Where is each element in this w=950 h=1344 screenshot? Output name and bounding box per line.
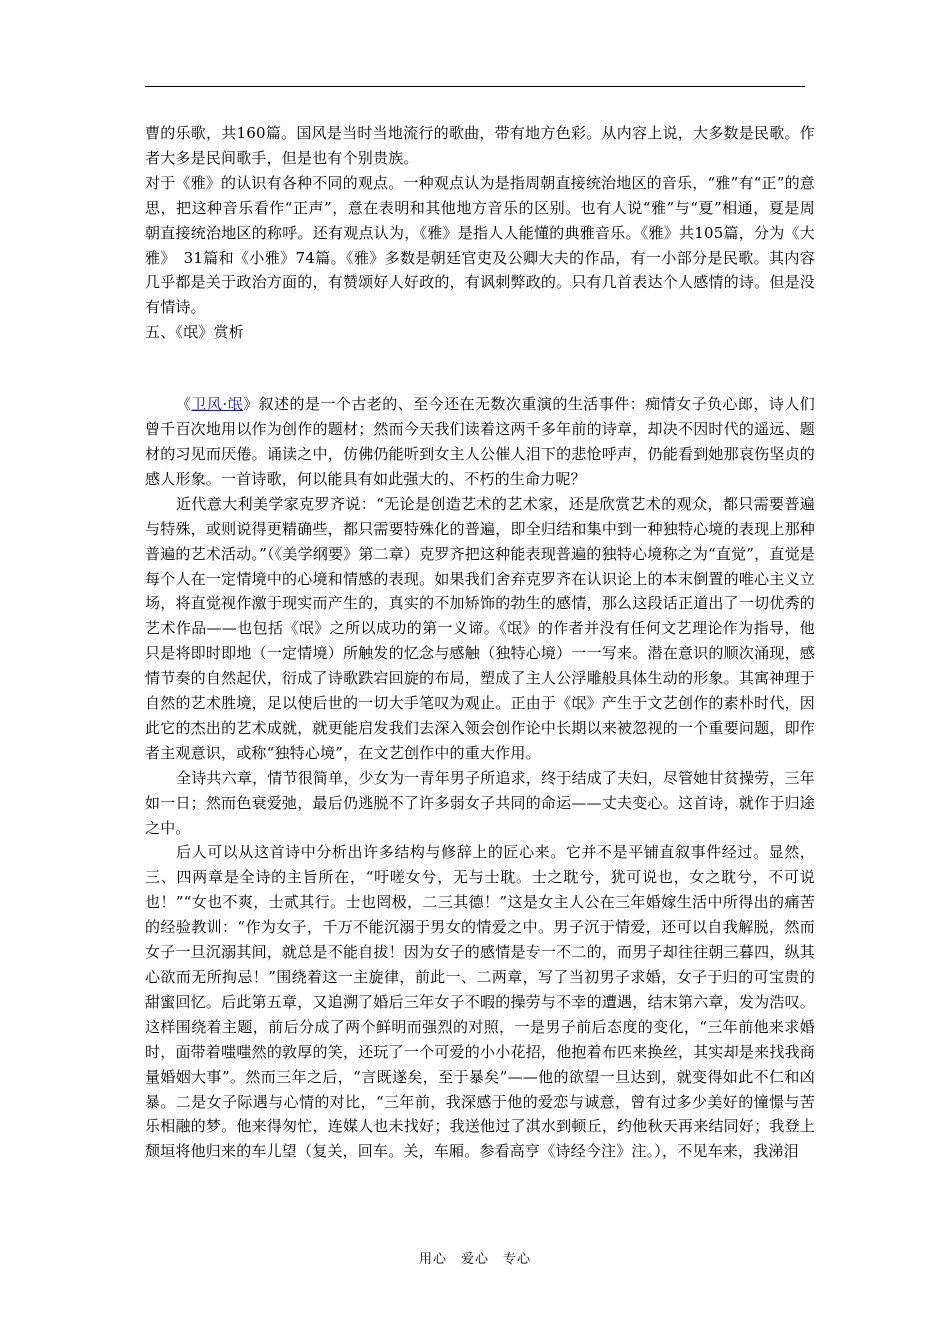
- intro-paragraph-1: 曹的乐歌，共160篇。国风是当时当地流行的歌曲，带有地方色彩。从内容上说，大多数是民歌。作者大多是民间歌手，但是也有个别贵族。: [145, 124, 815, 167]
- header-rule: [145, 86, 805, 87]
- analysis-paragraph-2: 近代意大利美学家克罗齐说：“无论是创造艺术的艺术家，还是欣赏艺术的观众，都只需要普遍与特殊，或则说得更精确些，都只需要特殊化的普遍，即全归结和集中到一种独特心境的表现上那种普遍的艺术活动。”（《美学纲要》第二章）克罗齐把这种能表现普遍的独特心境称之为“直觉”，直觉是每个人在一定情境中的心境和情感的表现。如果我们舍弃克罗齐在认识论上的本末倒置的唯心主义立场，将直觉视作激于现实而产生的，真实的不加矫饰的勃生的感情，那么这段话正道出了一切优秀的艺术作品——也包括《氓》之所以成功的第一义谛。《氓》的作者并没有任何文艺理论作为指导，他只是将即时即地（一定情境）所触发的忆念与感触（独特心境）一一写来。潜在意识的顺次涌现，感情节奏的自然起伏，衍成了诗歌跌宕回旋的布局，塑成了主人公浮雕般具体生动的形象。其寓神理于自然的艺术胜境，足以使后世的一切大手笔叹为观止。正由于《氓》产生于文艺创作的素朴时代，因此它的杰出的艺术成就，就更能启发我们去深入领会创作论中长期以来被忽视的一个重要问题，即作者主观意识，或称“独特心境”，在文艺创作中的重大作用。: [145, 494, 815, 762]
- intro-paragraph-2: 对于《雅》的认识有各种不同的观点。一种观点认为是指周朝直接统治地区的音乐，“雅”有“正”的意思，把这种音乐看作“正声”，意在表明和其他地方音乐的区别。也有人说“雅”与“夏”相通，夏是周朝直接统治地区的称呼。还有观点认为，《雅》是指人人能懂的典雅音乐。《雅》共105篇，分为《大雅》 31篇和《小雅》74篇。《雅》多数是朝廷官吏及公卿大夫的作品，有一小部分是民歌。其内容几乎都是关于政治方面的，有赞颂好人好政的，有讽刺弊政的。只有几首表达个人感情的诗。但是没有情诗。: [145, 173, 815, 317]
- section-spacer: [145, 345, 815, 392]
- section-heading: 五、《氓》赏析: [145, 323, 244, 342]
- page-footer: 用心 爱心 专心: [418, 1252, 531, 1267]
- poem-title-link[interactable]: 卫风·氓: [191, 395, 244, 414]
- analysis-paragraph-1: [145, 392, 815, 492]
- analysis-paragraph-4: 后人可以从这首诗中分析出许多结构与修辞上的匠心来。它并不是平铺直叙事件经过。显然，三、四两章是全诗的主旨所在，“吁嗟女兮，无与士耽。士之耽兮，犹可说也，女之耽兮，不可说也！”“女也不爽，士贰其行。士也罔极，二三其德！”这是女主人公在三年婚嫁生活中所得出的痛苦的经验教训：“作为女子，千万不能沉溺于男女的情爱之中。男子沉于情爱，还可以自我解脱，然而女子一旦沉溺其间，就总是不能自拔！因为女子的感情是专一不二的，而男子却往往朝三暮四，纵其心欲而无所拘忌！”围绕着这一主旋律，前此一、二两章，写了当初男子求婚，女子于归的可宝贵的甜蜜回忆。后此第五章，又追溯了婚后三年女子不暇的操劳与不幸的遭遇，结末第六章，发为浩叹。这样围绕着主题，前后分成了两个鲜明而强烈的对照，一是男子前后态度的变化，“三年前他来求婚时，面带着嗤嗤然的敦厚的笑，还玩了一个可爱的小小花招，他抱着布匹来换丝，其实却是来找我商量婚姻大事”。然而三年之后，“言既遂矣，至于暴矣”——他的欲望一旦达到，就变得如此不仁和凶暴。二是女子际遇与心情的对比，“三年前，我深感于他的爱恋与诚意，曾有过多少美好的憧憬与苦乐相融的梦。他来得匆忙，连媒人也未找好；我送他过了淇水到顿丘，约他秋天再来结同好；我登上颓垣将他归来的车儿望（复关，回车。关，车厢。参看高亨《诗经今注》注。），不见车来，我涕泪: [145, 843, 815, 1161]
- analysis-paragraph-3: 全诗共六章，情节很简单，少女为一青年男子所追求，终于结成了夫妇，尽管她甘贫操劳，三年如一日；然而色衰爱弛，最后仍逃脱不了许多弱女子共同的命运——丈夫变心。这首诗，就作于归途之中。: [145, 768, 815, 837]
- analysis-paragraph-1-text: 》叙述的是一个古老的、至今还在无数次重演的生活事件：痴情女子负心郎，诗人们曾千百次地用以作为创作的题材；然而今天我们读着这两千多年前的诗章，却决不因时代的遥远、题材的习见而厌倦。诵读之中，仿佛仍能听到女主人公催人泪下的悲怆呼声，仍能看到她那哀伤坚贞的感人形象。一首诗歌，何以能具有如此强大的、不朽的生命力呢？: [145, 395, 815, 488]
- title-open-bracket: 《: [176, 395, 192, 414]
- document-body: [145, 121, 815, 1164]
